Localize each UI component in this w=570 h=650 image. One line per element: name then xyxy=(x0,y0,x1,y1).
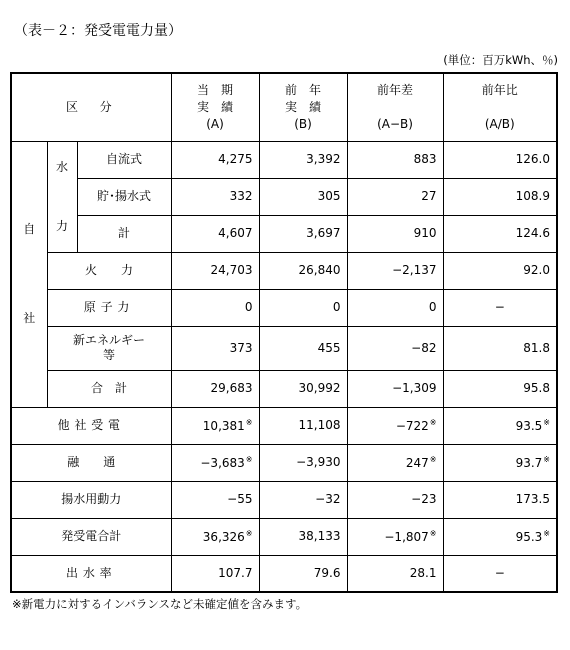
value-difference: 247※ xyxy=(347,444,443,481)
value-previous: 305 xyxy=(259,178,347,215)
value-previous: 11,108 xyxy=(259,407,347,444)
group-suiryoku: 水 力 xyxy=(47,141,77,252)
row-label: 発受電合計 xyxy=(11,518,171,555)
value-previous: 79.6 xyxy=(259,555,347,592)
table-row xyxy=(11,252,557,289)
value-difference: 910 xyxy=(347,215,443,252)
value-current: −3,683※ xyxy=(171,444,259,481)
value-difference: −82 xyxy=(347,326,443,370)
footnote-mark: ※ xyxy=(429,454,437,464)
value-ratio: 92.0 xyxy=(443,252,557,289)
value-current: 107.7 xyxy=(171,555,259,592)
footnote: ※新電力に対するインバランスなど未確定値を含みます。 xyxy=(12,597,308,611)
table-row xyxy=(11,215,557,252)
value-current: 36,326※ xyxy=(171,518,259,555)
value-difference: 0 xyxy=(347,289,443,326)
table-row xyxy=(11,481,557,518)
header-previous: 前 年 実 績 (B) xyxy=(259,73,347,141)
header-current: 当 期 実 績 (A) xyxy=(171,73,259,141)
row-label: 新エネルギー 等 xyxy=(47,326,171,370)
footnote-mark: ※ xyxy=(543,417,550,427)
value-difference: 27 xyxy=(347,178,443,215)
value-ratio: − xyxy=(443,289,557,326)
value-ratio: 81.8 xyxy=(443,326,557,370)
value-difference: −1,807※ xyxy=(347,518,443,555)
value-previous: 38,133 xyxy=(259,518,347,555)
footnote-mark: ※ xyxy=(543,528,550,538)
value-ratio: 95.8 xyxy=(443,370,557,407)
table-row xyxy=(11,370,557,407)
value-ratio: 173.5 xyxy=(443,481,557,518)
value-current: 10,381※ xyxy=(171,407,259,444)
row-label: 出水率 xyxy=(11,555,171,592)
value-previous: 3,392 xyxy=(259,141,347,178)
value-current: 24,703 xyxy=(171,252,259,289)
value-ratio: 108.9 xyxy=(443,178,557,215)
footnote-mark: ※ xyxy=(245,528,253,538)
row-label: 原子力 xyxy=(47,289,171,326)
value-previous: −32 xyxy=(259,481,347,518)
value-ratio: 95.3※ xyxy=(443,518,557,555)
value-difference: 28.1 xyxy=(347,555,443,592)
row-label: 融 通 xyxy=(11,444,171,481)
footnote-mark: ※ xyxy=(543,454,550,464)
row-label: 他社受電 xyxy=(11,407,171,444)
row-label: 火 力 xyxy=(47,252,171,289)
table-row xyxy=(11,289,557,326)
value-current: 29,683 xyxy=(171,370,259,407)
header-category: 区 分 xyxy=(11,73,171,141)
value-current: 373 xyxy=(171,326,259,370)
value-difference: −722※ xyxy=(347,407,443,444)
table-row xyxy=(11,407,557,444)
footnote-mark: ※ xyxy=(429,528,437,538)
table-row xyxy=(11,555,557,592)
header-ratio: 前年比 (A/B) xyxy=(443,73,557,141)
value-ratio: 126.0 xyxy=(443,141,557,178)
row-label: 合 計 xyxy=(47,370,171,407)
group-jisha: 自 社 xyxy=(11,141,47,407)
value-previous: 30,992 xyxy=(259,370,347,407)
unit-note: (単位：百万kWh、％) xyxy=(443,53,558,67)
value-difference: −1,309 xyxy=(347,370,443,407)
header-row xyxy=(11,73,557,141)
value-difference: −23 xyxy=(347,481,443,518)
value-difference: −2,137 xyxy=(347,252,443,289)
value-previous: 455 xyxy=(259,326,347,370)
value-difference: 883 xyxy=(347,141,443,178)
value-ratio: 93.5※ xyxy=(443,407,557,444)
value-previous: 0 xyxy=(259,289,347,326)
value-ratio: 124.6 xyxy=(443,215,557,252)
value-ratio: 93.7※ xyxy=(443,444,557,481)
row-label: 計 xyxy=(77,215,171,252)
table-row xyxy=(11,518,557,555)
value-previous: 3,697 xyxy=(259,215,347,252)
table-title: （表－２：発受電電力量） xyxy=(14,23,182,39)
value-ratio: − xyxy=(443,555,557,592)
footnote-mark: ※ xyxy=(245,454,253,464)
table-row xyxy=(11,326,557,370)
row-label: 自流式 xyxy=(77,141,171,178)
value-previous: −3,930 xyxy=(259,444,347,481)
table-row xyxy=(11,178,557,215)
row-label: 揚水用動力 xyxy=(11,481,171,518)
power-generation-table xyxy=(10,72,558,593)
row-label: 貯･揚水式 xyxy=(77,178,171,215)
value-previous: 26,840 xyxy=(259,252,347,289)
header-difference: 前年差 (A−B) xyxy=(347,73,443,141)
value-current: 0 xyxy=(171,289,259,326)
footnote-mark: ※ xyxy=(245,417,253,427)
table-row xyxy=(11,444,557,481)
table-row xyxy=(11,141,557,178)
value-current: 4,275 xyxy=(171,141,259,178)
footnote-mark: ※ xyxy=(429,417,437,427)
value-current: 332 xyxy=(171,178,259,215)
value-current: −55 xyxy=(171,481,259,518)
value-current: 4,607 xyxy=(171,215,259,252)
